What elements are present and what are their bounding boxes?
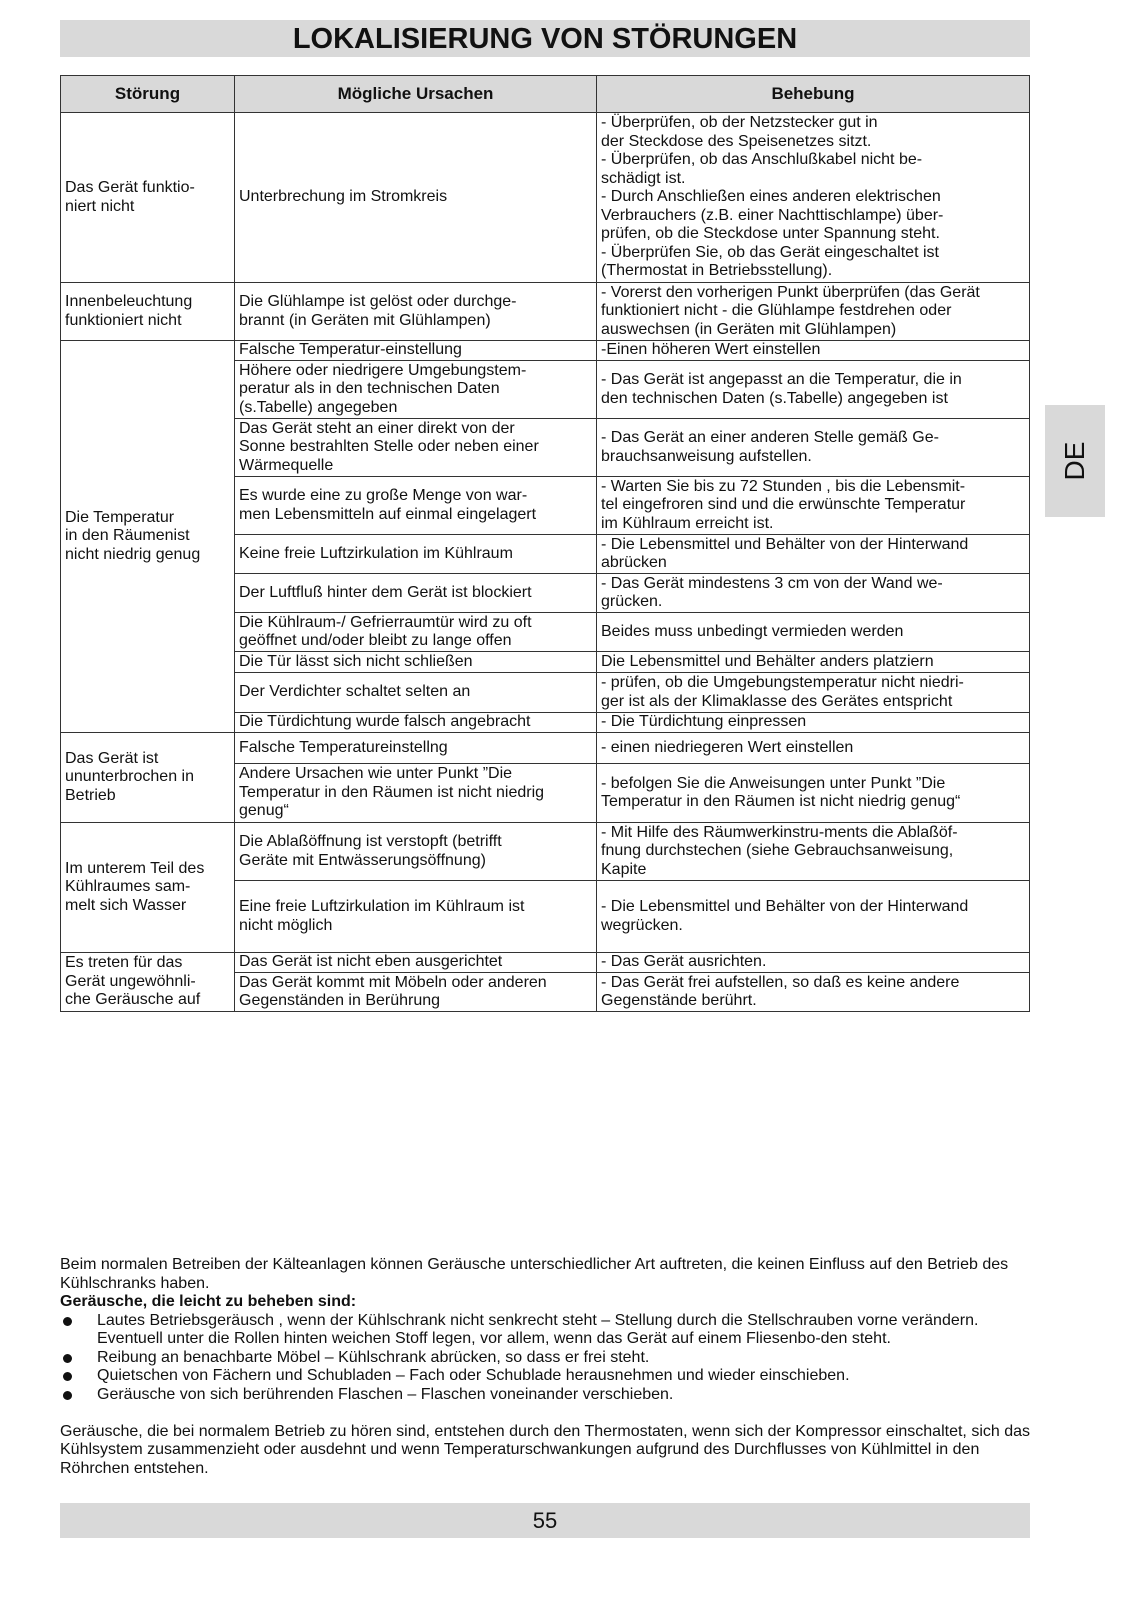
troubleshooting-table [60,75,1030,1012]
symptom-cell: Das Gerät funktio- niert nicht [61,113,235,283]
remedy-cell: - einen niedriegeren Wert einstellen [597,733,1030,764]
symptom-cell: Innenbeleuchtung funktioniert nicht [61,283,235,341]
remedy-cell: - Das Gerät mindestens 3 cm von der Wand we- grücken. [597,574,1030,613]
cause-cell: Falsche Temperatureinstellng [235,733,597,764]
symptom-cell: Die Temperatur in den Räumenist nicht niedrig genug [61,341,235,733]
cause-cell: Das Gerät kommt mit Möbeln oder anderen Gegenständen in Berührung [235,973,597,1012]
symptom-cell: Es treten für das Gerät ungewöhnli- che Geräusche auf [61,953,235,1012]
cause-cell: Die Tür lässt sich nicht schließen [235,652,597,673]
cause-cell: Keine freie Luftzirkulation im Kühlraum [235,535,597,574]
table-row [61,113,1030,283]
list-item: Geräusche von sich berührenden Flaschen – Flaschen voneinander verschieben. [60,1386,1035,1405]
remedy-cell: - Warten Sie bis zu 72 Stunden , bis die Lebensmit- tel eingefroren sind und die erwünschte Temperatur im Kühlraum erreicht ist. [597,477,1030,535]
cause-cell: Höhere oder niedrigere Umgebungstem- peratur als in den technischen Daten (s.Tabelle) angegeben [235,361,597,419]
header-remedy: Behebung [597,76,1030,113]
remedy-cell: - Überprüfen, ob der Netzstecker gut in der Steckdose des Speisenetzes sitzt. - Überprüfen, ob das Anschlußkabel nicht be- schädigt ist. - Durch Anschließen eines anderen elektrischen Verbrauchers (z.B. einer Nachttischlampe) über- prüfen, ob die Steckdose unter Spannung steht. - Überprüfen Sie, ob das Gerät eingeschaltet ist (Thermostat in Betriebsstellung). [597,113,1030,283]
remedy-cell: - Mit Hilfe des Räumwerkinstru-ments die Ablaßöf- fnung durchstechen (siehe Gebrauchsanweisung, Kapite [597,823,1030,881]
page-number: 55 [60,1503,1030,1538]
cause-cell: Die Türdichtung wurde falsch angebracht [235,713,597,733]
table-row [61,283,1030,341]
notes-intro: Beim normalen Betreiben der Kälteanlagen können Geräusche unterschiedlicher Art auftreten, die keinen Einfluss auf den Betrieb des Kühlschranks haben. [60,1256,1009,1292]
remedy-cell: -Einen höheren Wert einstellen [597,341,1030,361]
noise-notes [60,1256,1035,1478]
notes-closing: Geräusche, die bei normalem Betrieb zu hören sind, entstehen durch den Thermostaten, wenn sich der Kompressor einschaltet, sich das Kühlsystem zusammenzieht oder ausdehnt und wenn Temperaturschwankungen aufgrund des Durchflusses von Kühlmittel in den Röhrchen entstehen. [60,1422,1031,1477]
symptom-cell: Das Gerät ist ununterbrochen in Betrieb [61,733,235,823]
remedy-cell: - Das Gerät frei aufstellen, so daß es keine andere Gegenstände berührt. [597,973,1030,1012]
list-item: Lautes Betriebsgeräusch , wenn der Kühlschrank nicht senkrecht steht – Stellung durch die Stellschrauben vorne verändern. Eventuell unter die Rollen hinten weichen Stoff legen, vor allem, wenn das Gerät auf einem Fliesenbo-den steht. [60,1312,1035,1349]
remedy-cell: - Vorerst den vorherigen Punkt überprüfen (das Gerät funktioniert nicht - die Glühlampe festdrehen oder auswechsen (in Geräten mit Glühlampen) [597,283,1030,341]
remedy-cell: - Die Türdichtung einpressen [597,713,1030,733]
remedy-cell: - befolgen Sie die Anweisungen unter Punkt ”Die Temperatur in den Räumen ist nicht niedrig genug“ [597,764,1030,823]
table-header-row [61,76,1030,113]
remedy-cell: - prüfen, ob die Umgebungstemperatur nicht niedri- ger ist als der Klimaklasse des Gerätes entspricht [597,673,1030,713]
remedy-cell: Beides muss unbedingt vermieden werden [597,613,1030,652]
table-row [61,823,1030,881]
remedy-cell: - Das Gerät an einer anderen Stelle gemäß Ge- brauchsanweisung aufstellen. [597,419,1030,477]
cause-cell: Der Verdichter schaltet selten an [235,673,597,713]
cause-cell: Eine freie Luftzirkulation im Kühlraum ist nicht möglich [235,881,597,953]
cause-cell: Falsche Temperatur-einstellung [235,341,597,361]
cause-cell: Andere Ursachen wie unter Punkt ”Die Temperatur in den Räumen ist nicht niedrig genug“ [235,764,597,823]
remedy-cell: Die Lebensmittel und Behälter anders platziern [597,652,1030,673]
notes-list [60,1312,1035,1405]
language-tab [1045,405,1105,517]
header-symptom: Störung [61,76,235,113]
remedy-cell: - Das Gerät ist angepasst an die Temperatur, die in den technischen Daten (s.Tabelle) angegeben ist [597,361,1030,419]
table-row [61,953,1030,973]
list-item: Quietschen von Fächern und Schubladen – Fach oder Schublade herausnehmen und wieder einschieben. [60,1367,1035,1386]
cause-cell: Die Glühlampe ist gelöst oder durchge- brannt (in Geräten mit Glühlampen) [235,283,597,341]
symptom-cell: Im unterem Teil des Kühlraumes sam- melt sich Wasser [61,823,235,953]
notes-heading: Geräusche, die leicht zu beheben sind: [60,1293,357,1310]
language-label: DE [1059,441,1090,481]
remedy-cell: - Die Lebensmittel und Behälter von der Hinterwand wegrücken. [597,881,1030,953]
table-row [61,733,1030,764]
remedy-cell: - Die Lebensmittel und Behälter von der Hinterwand abrücken [597,535,1030,574]
cause-cell: Die Kühlraum-/ Gefrierraumtür wird zu oft geöffnet und/oder bleibt zu lange offen [235,613,597,652]
cause-cell: Das Gerät ist nicht eben ausgerichtet [235,953,597,973]
remedy-cell: - Das Gerät ausrichten. [597,953,1030,973]
page-title: LOKALISIERUNG VON STÖRUNGEN [60,20,1030,57]
cause-cell: Unterbrechung im Stromkreis [235,113,597,283]
cause-cell: Der Luftfluß hinter dem Gerät ist blockiert [235,574,597,613]
cause-cell: Es wurde eine zu große Menge von war- men Lebensmitteln auf einmal eingelagert [235,477,597,535]
header-causes: Mögliche Ursachen [235,76,597,113]
table-row [61,341,1030,361]
cause-cell: Das Gerät steht an einer direkt von der Sonne bestrahlten Stelle oder neben einer Wärmequelle [235,419,597,477]
cause-cell: Die Ablaßöffnung ist verstopft (betrifft Geräte mit Entwässerungsöffnung) [235,823,597,881]
list-item: Reibung an benachbarte Möbel – Kühlschrank abrücken, so dass er frei steht. [60,1349,1035,1368]
